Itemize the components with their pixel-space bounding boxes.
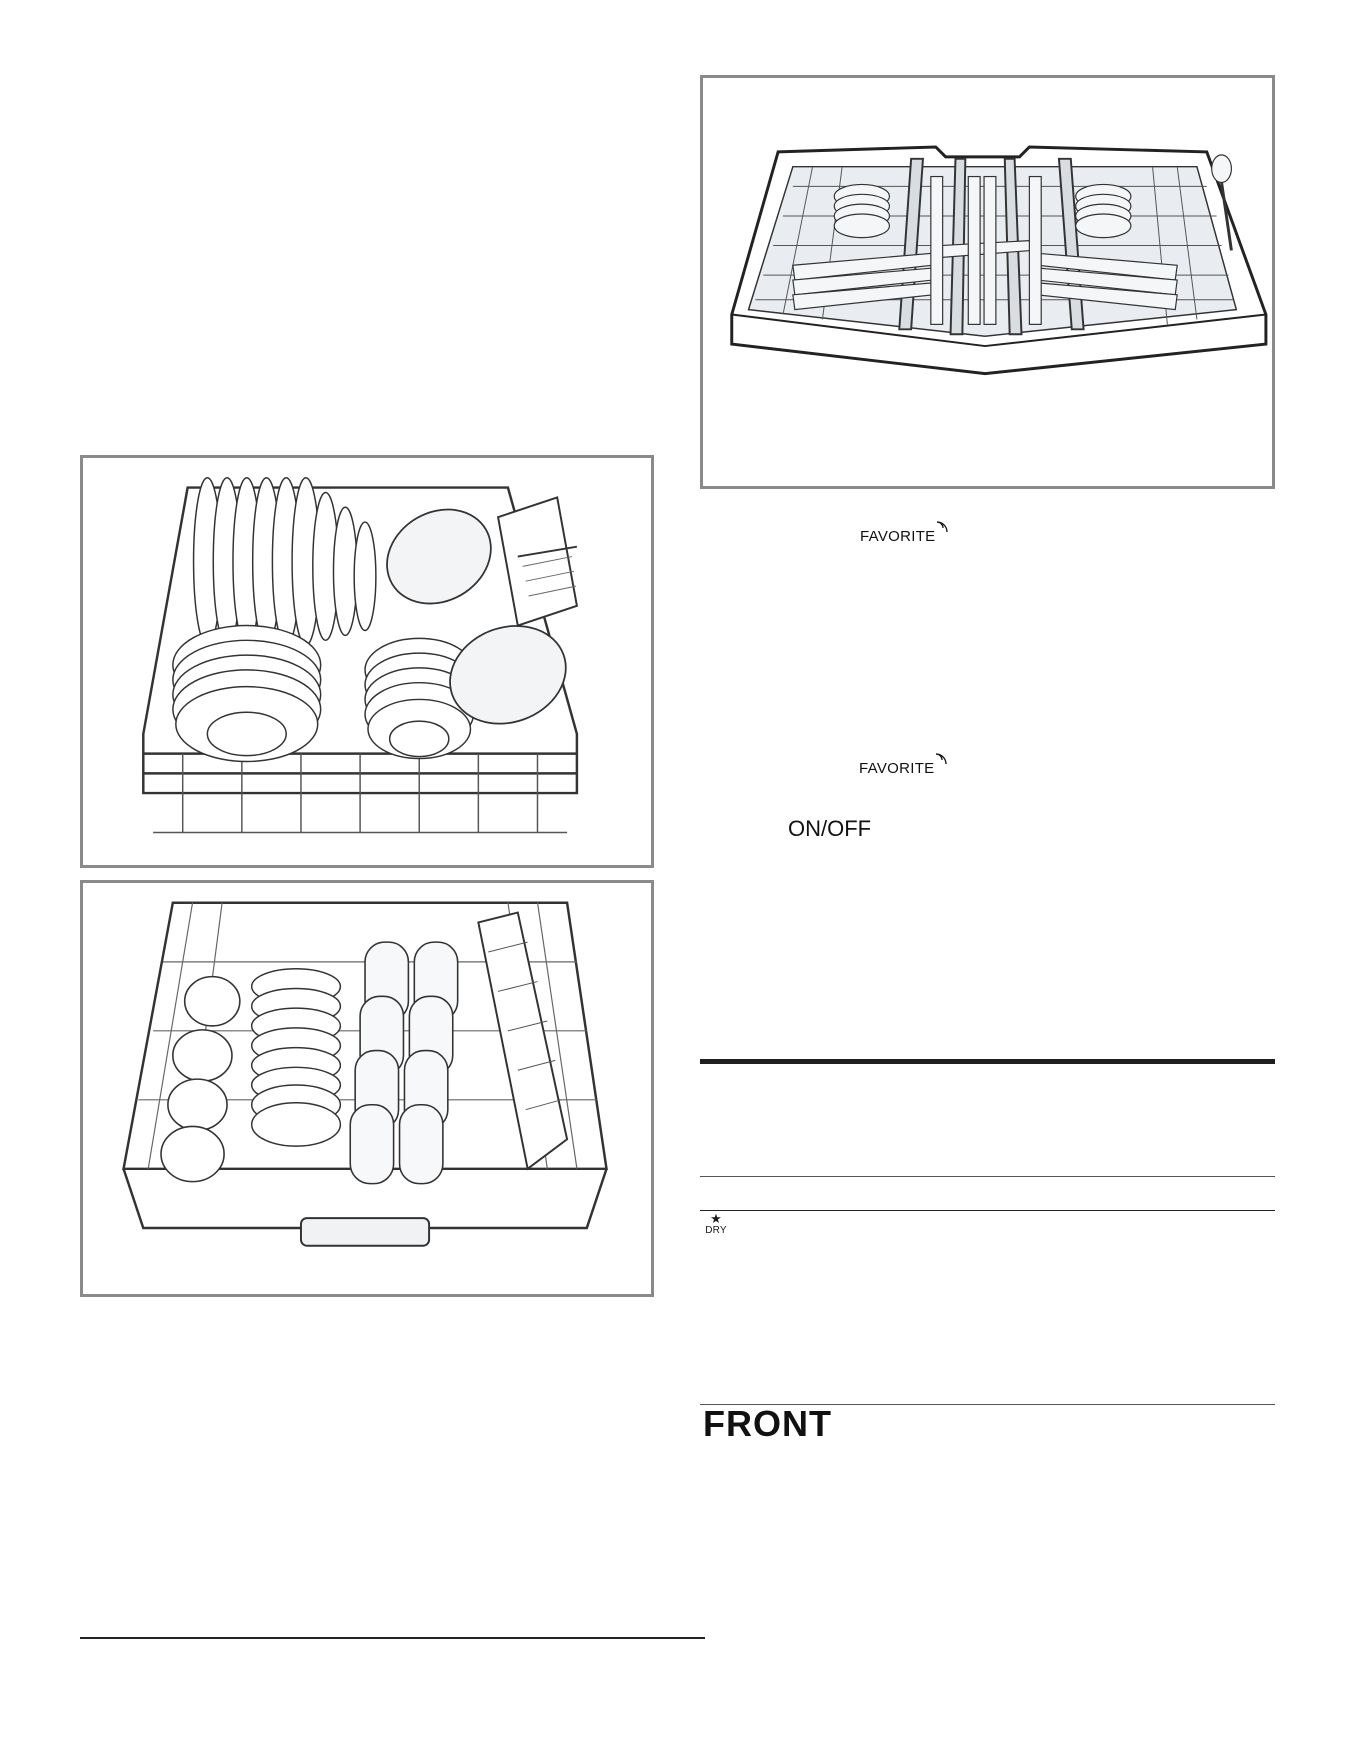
front-label: FRONT <box>703 1403 832 1444</box>
upper-rack-illustration <box>83 883 651 1294</box>
favorite-label-2 <box>859 760 934 777</box>
table-rule-2 <box>700 1210 1275 1211</box>
star-icon: ★ <box>710 1211 722 1226</box>
cutlery-tray-figure <box>700 75 1275 489</box>
favorite-label-1 <box>860 528 935 545</box>
wifi-signal-icon <box>935 520 949 534</box>
table-rule-1 <box>700 1176 1275 1177</box>
lower-rack-figure <box>80 455 654 868</box>
section-rule-heavy <box>700 1059 1275 1064</box>
on-off-label: ON/OFF <box>788 816 872 841</box>
footnote-rule <box>80 1637 705 1639</box>
favorite-text-2: FAVORITE <box>859 760 935 777</box>
favorite-text-1: FAVORITE <box>860 528 936 545</box>
lower-rack-illustration <box>83 458 651 865</box>
cutlery-tray-illustration <box>703 78 1272 486</box>
upper-rack-figure <box>80 880 654 1297</box>
dry-icon <box>701 1213 731 1236</box>
dry-label: DRY <box>705 1225 727 1236</box>
wifi-signal-icon <box>934 752 948 766</box>
